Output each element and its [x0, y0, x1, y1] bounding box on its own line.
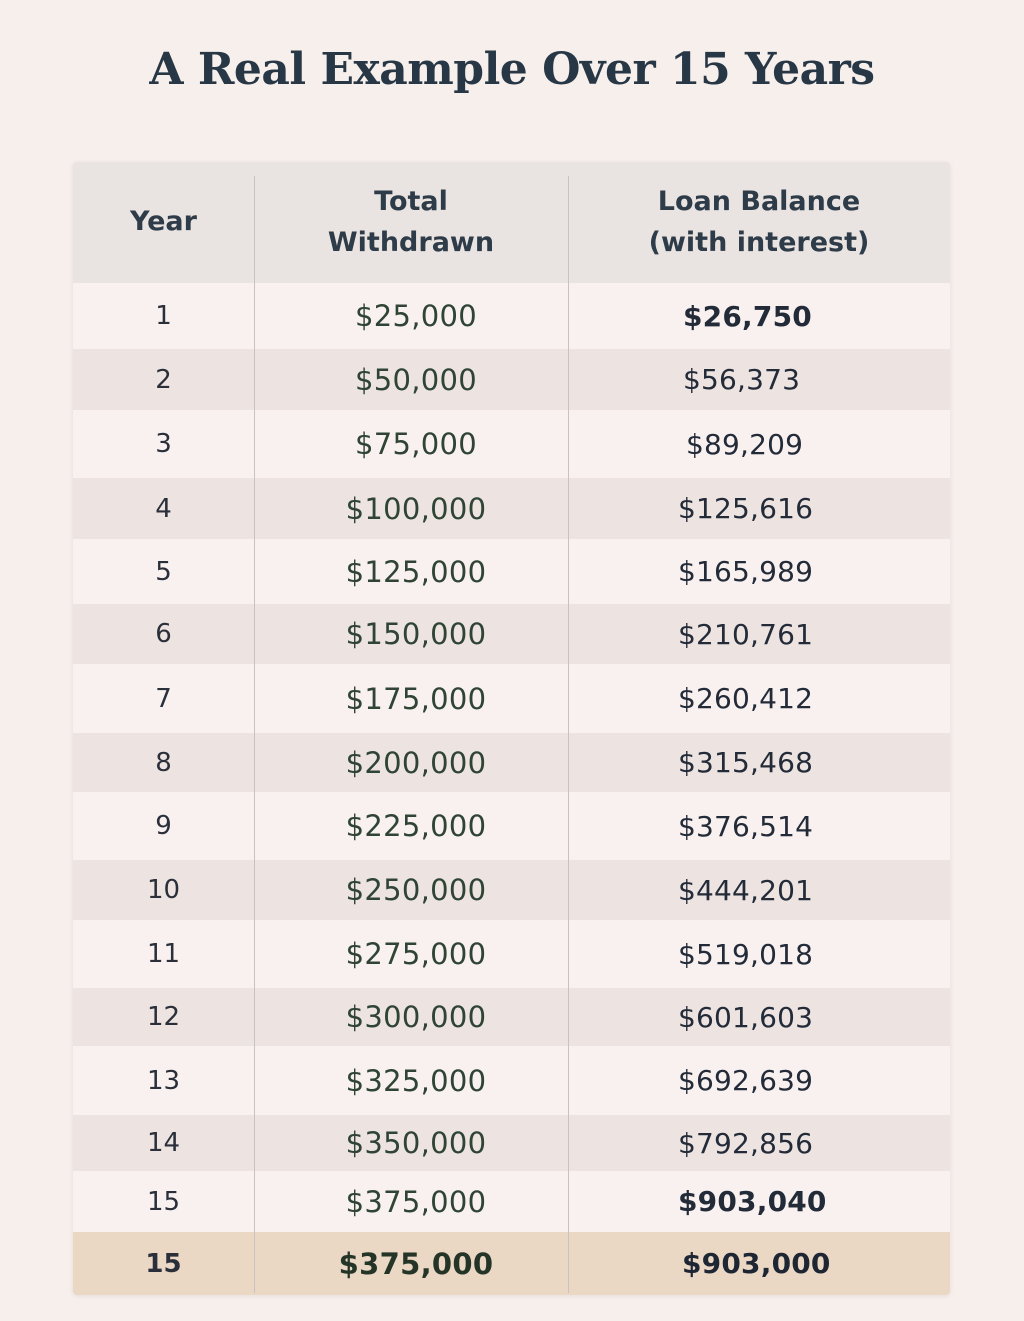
- balance-cell: $376,514: [678, 809, 814, 843]
- year-cell: 6: [155, 619, 172, 649]
- withdrawn-cell: $375,000: [345, 1184, 487, 1219]
- year-cell: 4: [155, 493, 172, 524]
- year-cell: 12: [146, 1002, 181, 1032]
- year-cell: 15: [145, 1248, 182, 1279]
- table-row: [73, 604, 950, 664]
- withdrawn-cell: $25,000: [354, 299, 478, 333]
- withdrawn-cell: $325,000: [345, 1063, 487, 1098]
- balance-cell: $210,761: [678, 617, 814, 651]
- balance-cell: $444,201: [678, 873, 814, 907]
- table-header: [73, 162, 950, 283]
- table-row: [73, 664, 950, 733]
- balance-cell: $165,989: [678, 555, 814, 588]
- table-row: [73, 1046, 950, 1115]
- year-cell: 10: [146, 875, 181, 905]
- balance-cell: $26,750: [683, 299, 812, 333]
- balance-cell: $903,040: [678, 1185, 827, 1218]
- table-row: [73, 410, 950, 478]
- table-row: [73, 478, 950, 539]
- table-row: [73, 539, 950, 604]
- withdrawn-cell: $175,000: [345, 681, 487, 716]
- year-cell: 8: [155, 747, 172, 778]
- table-row-total: [73, 1232, 950, 1295]
- balance-cell: $125,616: [678, 492, 814, 525]
- withdrawn-cell: $150,000: [345, 617, 487, 651]
- table-row: [73, 860, 950, 920]
- withdrawn-cell: $100,000: [345, 491, 487, 526]
- year-cell: 11: [146, 939, 181, 969]
- withdrawn-cell: $300,000: [345, 1000, 487, 1034]
- loan-table: [73, 162, 950, 1295]
- column-divider: [254, 176, 255, 1293]
- year-cell: 14: [146, 1128, 181, 1158]
- year-cell: 9: [155, 811, 172, 841]
- balance-cell: $89,209: [686, 427, 804, 461]
- table-row: [73, 1171, 950, 1232]
- table-row: [73, 920, 950, 988]
- column-divider: [568, 176, 569, 1293]
- header-loan-balance: Loan Balance (with interest): [648, 186, 870, 258]
- page-title: A Real Example Over 15 Years: [149, 44, 875, 95]
- balance-cell: $519,018: [678, 937, 814, 971]
- year-cell: 15: [146, 1186, 181, 1217]
- balance-cell: $903,000: [682, 1247, 831, 1280]
- year-cell: 7: [155, 683, 172, 714]
- balance-cell: $601,603: [678, 1000, 814, 1034]
- withdrawn-cell: $225,000: [345, 809, 487, 843]
- withdrawn-cell: $275,000: [345, 937, 487, 971]
- withdrawn-cell: $350,000: [345, 1126, 487, 1160]
- table-row: [73, 792, 950, 860]
- year-cell: 13: [146, 1065, 181, 1096]
- balance-cell: $692,639: [678, 1064, 814, 1097]
- table-row: [73, 349, 950, 410]
- year-cell: 2: [155, 364, 172, 395]
- withdrawn-cell: $375,000: [338, 1246, 494, 1281]
- year-cell: 3: [155, 429, 172, 459]
- balance-cell: $315,468: [678, 746, 814, 779]
- withdrawn-cell: $50,000: [354, 362, 478, 397]
- table-row: [73, 733, 950, 792]
- table-row: [73, 988, 950, 1046]
- year-cell: 1: [155, 301, 172, 331]
- withdrawn-cell: $125,000: [345, 554, 487, 589]
- table-row: [73, 1115, 950, 1171]
- balance-cell: $56,373: [683, 363, 801, 396]
- withdrawn-cell: $75,000: [354, 427, 478, 461]
- withdrawn-cell: $200,000: [345, 745, 487, 780]
- balance-cell: $792,856: [678, 1126, 814, 1160]
- table-row: [73, 283, 950, 349]
- header-year: Year: [130, 206, 197, 238]
- year-cell: 5: [155, 556, 172, 587]
- header-total-withdrawn: Total Withdrawn: [327, 186, 495, 258]
- balance-cell: $260,412: [678, 682, 814, 715]
- withdrawn-cell: $250,000: [345, 873, 487, 907]
